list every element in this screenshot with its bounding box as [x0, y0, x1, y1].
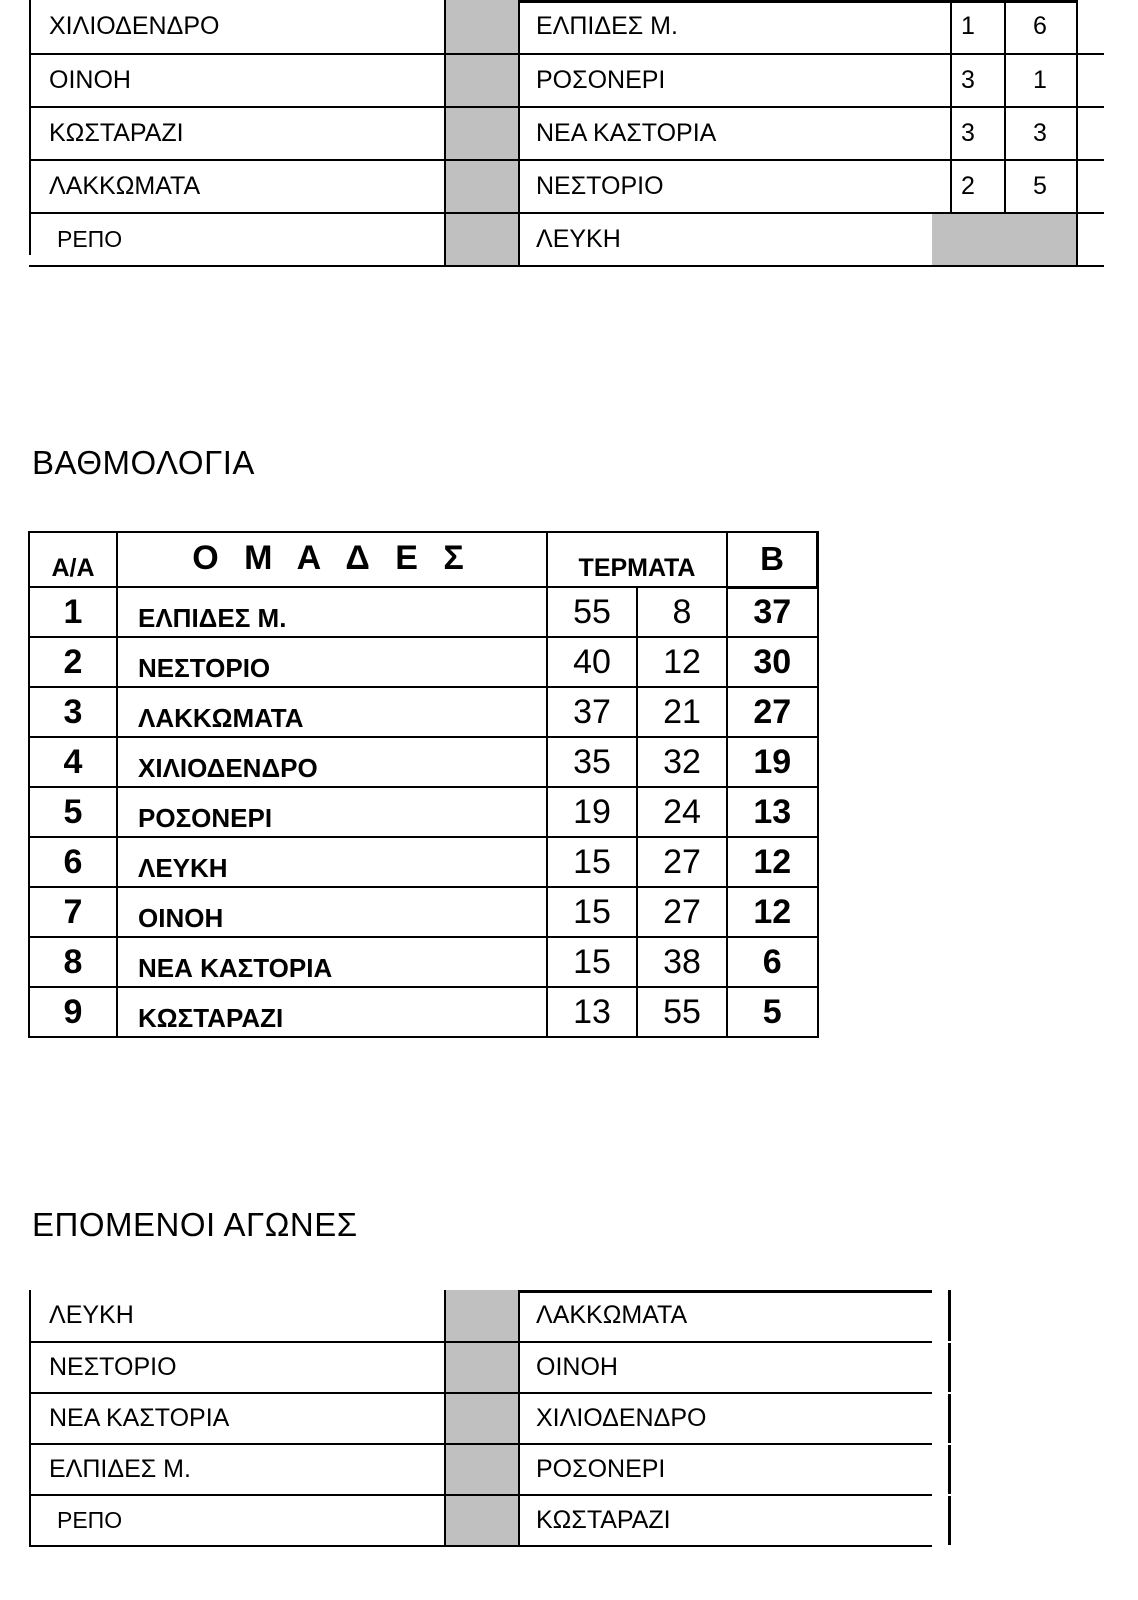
standings-header-row	[29, 532, 818, 587]
standings-points: 30	[727, 637, 818, 687]
standings-row	[29, 587, 818, 637]
result-row	[29, 108, 1104, 161]
result-home-team: ΚΩΣΤΑΡΑΖΙ	[49, 119, 184, 147]
next-match-row	[29, 1290, 932, 1343]
standings-row	[29, 887, 818, 937]
result-row	[29, 161, 1104, 214]
standings-goals-against: 27	[637, 837, 727, 887]
standings-position: 7	[29, 887, 117, 937]
next-separator	[444, 1496, 520, 1545]
standings-goals-for: 40	[547, 637, 637, 687]
standings-points: 6	[727, 937, 818, 987]
standings-team: ΚΩΣΤΑΡΑΖΙ	[117, 987, 547, 1037]
standings-points: 27	[727, 687, 818, 737]
standings-team: ΡΟΣΟΝΕΡΙ	[117, 787, 547, 837]
result-away-team: ΛΕΥΚΗ	[518, 214, 952, 265]
result-separator	[444, 214, 520, 265]
result-away-score: 1	[1004, 55, 1078, 106]
standings-goals-for: 15	[547, 837, 637, 887]
standings-position: 8	[29, 937, 117, 987]
result-separator	[444, 161, 520, 212]
standings-points: 12	[727, 887, 818, 937]
standings-row	[29, 637, 818, 687]
next-match-row	[29, 1496, 932, 1547]
standings-goals-for: 15	[547, 887, 637, 937]
result-home-score: 1	[932, 0, 1006, 53]
next-home-team: ΡΕΠΟ	[57, 1507, 123, 1533]
standings-points: 13	[727, 787, 818, 837]
standings-goals-against: 55	[637, 987, 727, 1037]
result-separator	[444, 108, 520, 159]
result-home-score: 3	[932, 108, 1006, 159]
result-home-team: ΡΕΠΟ	[57, 226, 123, 252]
standings-goals-against: 38	[637, 937, 727, 987]
standings-goals-against: 24	[637, 787, 727, 837]
result-home-score: 2	[932, 161, 1006, 212]
standings-row	[29, 937, 818, 987]
next-away-team: ΛΑΚΚΩΜΑΤΑ	[518, 1290, 951, 1341]
standings-team: ΝΕΑ ΚΑΣΤΟΡΙΑ	[117, 937, 547, 987]
header-goals: ΤΕΡΜΑΤΑ	[547, 532, 727, 587]
standings-team: ΟΙΝΟΗ	[117, 887, 547, 937]
standings-points: 12	[727, 837, 818, 887]
header-aa: Α/Α	[29, 532, 117, 587]
standings-team: ΝΕΣΤΟΡΙΟ	[117, 637, 547, 687]
result-separator	[444, 0, 520, 53]
result-row	[29, 55, 1104, 108]
standings-goals-against: 32	[637, 737, 727, 787]
next-separator	[444, 1290, 520, 1341]
result-row	[29, 0, 1104, 55]
standings-team: ΛΑΚΚΩΜΑΤΑ	[117, 687, 547, 737]
standings-position: 6	[29, 837, 117, 887]
result-away-score: 5	[1004, 161, 1078, 212]
standings-row	[29, 687, 818, 737]
standings-goals-for: 13	[547, 987, 637, 1037]
standings-goals-against: 12	[637, 637, 727, 687]
standings-goals-for: 37	[547, 687, 637, 737]
standings-goals-for: 35	[547, 737, 637, 787]
standings-position: 9	[29, 987, 117, 1037]
next-matches-title: ΕΠΟΜΕΝΟΙ ΑΓΩΝΕΣ	[32, 1206, 358, 1243]
next-away-team: ΧΙΛΙΟΔΕΝΔΡΟ	[518, 1394, 951, 1443]
standings-row	[29, 787, 818, 837]
result-away-team: ΝΕΣΤΟΡΙΟ	[518, 161, 952, 212]
standings-row	[29, 837, 818, 887]
next-away-team: ΡΟΣΟΝΕΡΙ	[518, 1445, 951, 1494]
standings-points: 5	[727, 987, 818, 1037]
result-separator	[444, 55, 520, 106]
standings-goals-against: 27	[637, 887, 727, 937]
standings-points: 19	[727, 737, 818, 787]
standings-team: ΛΕΥΚΗ	[117, 837, 547, 887]
standings-goals-for: 19	[547, 787, 637, 837]
result-home-score: 3	[932, 55, 1006, 106]
header-points: Β	[727, 532, 818, 587]
next-home-team: ΕΛΠΙΔΕΣ Μ.	[49, 1455, 191, 1483]
result-home-team: ΟΙΝΟΗ	[49, 66, 131, 94]
next-separator	[444, 1343, 520, 1392]
standings-goals-for: 55	[547, 587, 637, 637]
result-home-team: ΧΙΛΙΟΔΕΝΔΡΟ	[49, 12, 220, 40]
next-match-row	[29, 1445, 932, 1496]
next-match-row	[29, 1343, 932, 1394]
standings-row	[29, 737, 818, 787]
next-home-team: ΝΕΣΤΟΡΙΟ	[49, 1353, 177, 1381]
next-home-team: ΛΕΥΚΗ	[49, 1301, 134, 1329]
result-away-team: ΕΛΠΙΔΕΣ Μ.	[518, 0, 952, 53]
standings-table	[28, 531, 819, 1038]
standings-goals-for: 15	[547, 937, 637, 987]
next-away-team: ΚΩΣΤΑΡΑΖΙ	[518, 1496, 951, 1545]
result-away-score	[1004, 214, 1078, 265]
standings-team: ΧΙΛΙΟΔΕΝΔΡΟ	[117, 737, 547, 787]
standings-goals-against: 8	[637, 587, 727, 637]
standings-points: 37	[727, 587, 818, 637]
results-table	[29, 0, 1104, 267]
standings-goals-against: 21	[637, 687, 727, 737]
standings-row	[29, 987, 818, 1037]
result-home-team: ΛΑΚΚΩΜΑΤΑ	[49, 172, 201, 200]
next-match-row	[29, 1394, 932, 1445]
result-away-score: 3	[1004, 108, 1078, 159]
next-separator	[444, 1394, 520, 1443]
standings-position: 1	[29, 587, 117, 637]
result-away-team: ΡΟΣΟΝΕΡΙ	[518, 55, 952, 106]
result-home-score	[932, 214, 1006, 265]
result-away-score: 6	[1004, 0, 1078, 53]
next-separator	[444, 1445, 520, 1494]
standings-position: 5	[29, 787, 117, 837]
standings-title: ΒΑΘΜΟΛΟΓΙΑ	[32, 444, 255, 481]
standings-team: ΕΛΠΙΔΕΣ Μ.	[117, 587, 547, 637]
header-teams: Ο Μ Α Δ Ε Σ	[117, 532, 547, 587]
next-away-team: ΟΙΝΟΗ	[518, 1343, 951, 1392]
next-home-team: ΝΕΑ ΚΑΣΤΟΡΙΑ	[49, 1404, 230, 1432]
standings-position: 3	[29, 687, 117, 737]
next-matches-table	[29, 1290, 932, 1547]
result-row	[29, 214, 1104, 267]
standings-position: 2	[29, 637, 117, 687]
standings-position: 4	[29, 737, 117, 787]
result-away-team: ΝΕΑ ΚΑΣΤΟΡΙΑ	[518, 108, 952, 159]
